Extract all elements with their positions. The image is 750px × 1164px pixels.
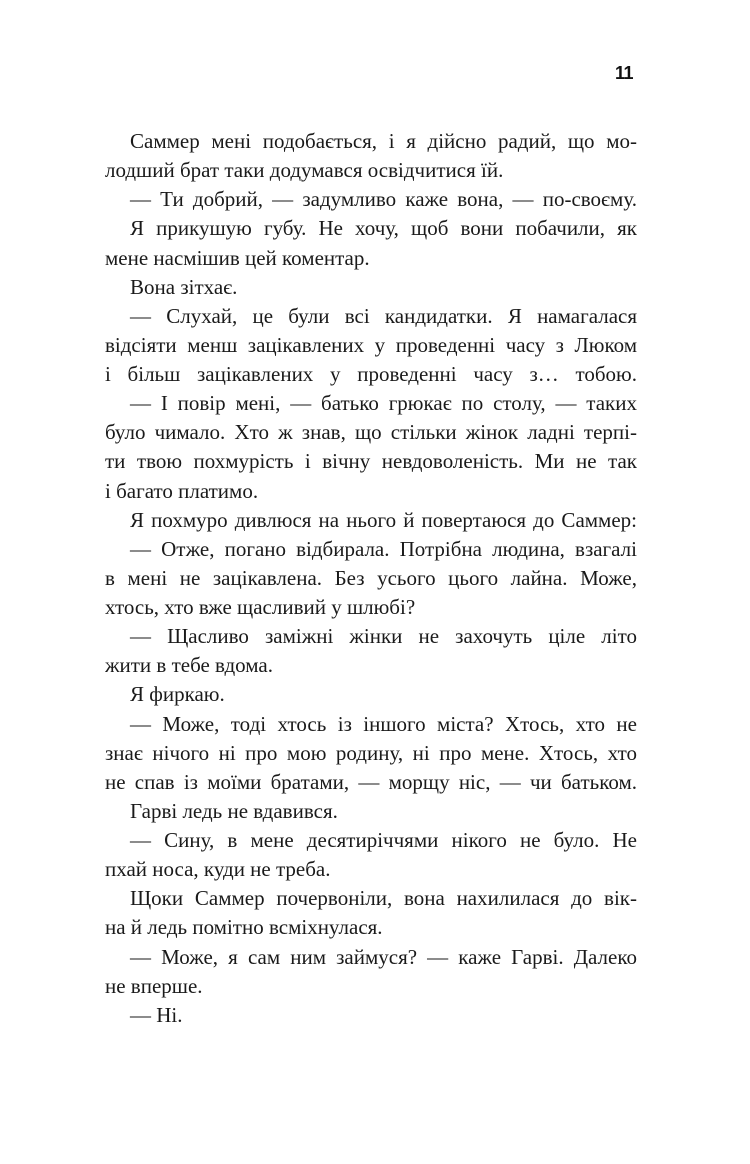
text-line: знає нічого ні про мою родину, ні про мене. Хтось, хто [105,740,637,765]
text-line: — Ні. [130,1002,183,1027]
text-line: Я прикушую губу. Не хочу, щоб вони побачили, як [130,216,637,241]
text-line: ти твою похмурість і вічну невдоволеність. Ми не так [105,449,637,474]
text-line: жити в тебе вдома. [105,653,273,678]
text-line: пхай носа, куди не треба. [105,857,331,882]
text-line: Я похмуро дивлюся на нього й повертаюся до Саммер: [130,507,637,532]
text-line: — Сину, в мене десятиріччями нікого не було. Не [130,828,637,852]
text-line: — І повір мені, — батько грюкає по столу, — таких [130,391,637,416]
page-text [105,127,637,1030]
text-line: Я фиркаю. [130,682,225,707]
text-line: Вона зітхає. [130,274,238,299]
text-line: — Щасливо заміжні жінки не захочуть ціле літо [130,624,637,649]
text-line: Щоки Саммер почервоніли, вона нахилилася до вік- [130,886,637,911]
text-line: і багато платимо. [105,478,259,503]
text-line: не вперше. [105,973,203,998]
page-number: 11 [614,63,633,83]
text-line: на й ледь помітно всміхнулася. [105,915,383,940]
text-line: — Отже, погано відбирала. Потрібна людина, взагалі [130,536,637,561]
text-line: і більш зацікавлених у проведенні часу з… тобою. [105,362,637,386]
text-line: — Ти добрий, — задумливо каже вона, — по-своєму. [130,187,637,212]
text-line: Гарві ледь не вдавився. [130,798,338,823]
text-line: — Може, тоді хтось із іншого міста? Хтось, хто не [130,711,637,736]
text-line: хтось, хто вже щасливий у шлюбі? [105,595,416,619]
text-line: було чимало. Хто ж знав, що стільки жінок ладні терпі- [105,420,637,445]
text-line: — Може, я сам ним займуся? — каже Гарві. Далеко [130,944,637,969]
text-line: мене насмішив цей коментар. [105,245,370,270]
text-line: Саммер мені подобається, і я дійсно радий, що мо- [130,129,637,153]
text-line: не спав із моїми братами, — морщу ніс, — чи батьком. [105,769,637,794]
text-line: лодший брат таки додумався освідчитися їй. [105,158,504,183]
text-line: в мені не зацікавлена. Без усього цього лайна. Може, [105,565,637,590]
text-line: — Слухай, це були всі кандидатки. Я намагалася [130,303,637,328]
text-line: відсіяти менш зацікавлених у проведенні часу з Люком [105,332,637,357]
